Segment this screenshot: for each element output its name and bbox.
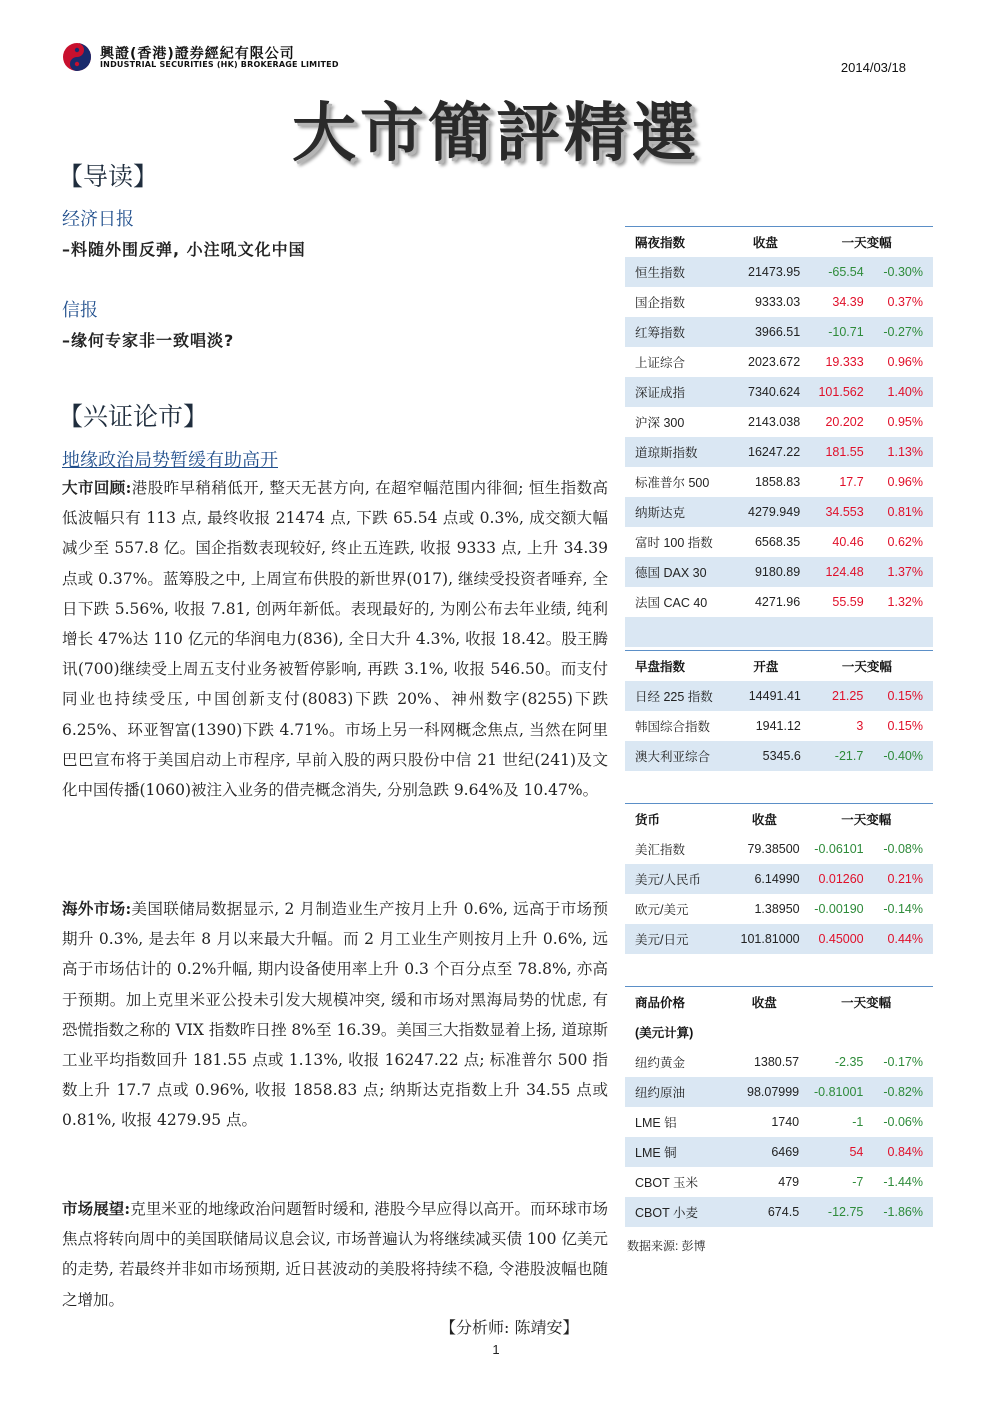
row-change-cell: -65.54 [800,257,864,287]
table-spacer-row [625,617,933,647]
header-cell: 隔夜指数 [625,227,731,258]
row-value-cell: 2143.038 [748,415,801,429]
table-header [625,227,933,258]
row-value-cell: 1740 [771,1115,800,1129]
row-name-cell: 美元/人民币 [625,864,729,894]
row-value-cell: 14491.41 [731,681,801,711]
paragraph-overseas-market [62,894,608,1136]
row-percent-cell: -0.08% [883,842,923,856]
table-row [625,497,933,527]
row-name-cell: 沪深 300 [635,416,685,430]
table-header [625,804,933,835]
row-value-cell: 9333.03 [754,295,801,309]
header-cell: 一天变幅 [801,651,933,682]
row-change-cell: 124.48 [800,557,864,587]
row-name-cell: 道琼斯指数 [625,437,731,467]
row-percent-cell: 0.37% [887,295,923,309]
paragraph-outlook [62,1194,608,1315]
row-percent-cell: -0.17% [883,1055,923,1069]
page-title: 大市簡評精選 [292,97,700,171]
row-percent-cell: 0.84% [863,1137,933,1167]
table-header [625,651,933,682]
header-cell: 一天变幅 [800,227,933,258]
table-row [625,317,933,347]
row-change-cell: 20.202 [825,415,864,429]
row-value-cell: 674.5 [729,1197,799,1227]
row-percent-cell: 0.15% [887,719,923,733]
paragraph-market-review [62,473,608,805]
paragraph-text: 美国联储局数据显示, 2 月制造业生产按月上升 0.6%, 远高于市场预期升 0.3%, 是去年 8 月以来最大升幅。而 2 月工业生产则按月上升 0.6%, 远高于市场估计的 0.2%升幅, 期内设备使用率上升 0.3 个百分点至 78.8%, 亦高于预期。加上克里米亚公投未引发大规模冲突, 缓和市场对黑海局势的忧虑, 有恐慌指数之称的 VIX 指数昨日挫 8%至 16.39。美国三大指数显着上扬, 道琼斯工业平均指数回升 181.55 点或 1.13%, 收报 16247.22 点; 标准普尔 500 指数上升 17.7 点或 0.96%, 收报 1858.83 点; 纳斯达克指数上升 34.55 点或 0.81%, 收报 4279.95 点。 [62,900,608,1130]
guide-source-2: 信报 [62,300,98,321]
row-value-cell: 2023.672 [748,355,801,369]
row-percent-cell: 0.81% [864,497,933,527]
row-percent-cell: -0.27% [864,317,933,347]
row-name-cell: 上证综合 [635,356,686,370]
row-name-cell: 德国 DAX 30 [625,557,731,587]
row-value-cell: 16247.22 [731,437,801,467]
row-change-cell: 0.01260 [800,864,864,894]
row-percent-cell: 0.21% [864,864,933,894]
header-cell: 一天变幅 [800,804,933,835]
overnight-index-table [625,226,933,647]
row-change-cell: 21.25 [801,681,863,711]
row-change-cell: 34.39 [832,295,864,309]
analyst-name: 【分析师: 陈靖安】 [440,1318,579,1337]
header-cell: (美元计算) [635,1026,694,1040]
header-cell: 早盘指数 [625,651,731,682]
row-percent-cell: 1.40% [864,377,933,407]
table-row [625,527,933,557]
row-percent-cell: -1.44% [883,1175,923,1189]
paragraph-label: 市场展望: [62,1199,131,1218]
company-name-en: INDUSTRIAL SECURITIES (HK) BROKERAGE LIMITED [100,60,339,69]
row-value-cell: 79.38500 [747,842,800,856]
row-change-cell: 3 [856,719,864,733]
header-cell: 货币 [625,804,729,835]
row-value-cell: 7340.624 [731,377,801,407]
row-percent-cell: -0.14% [883,902,923,916]
commodity-table [625,986,933,1227]
table-row [625,1107,933,1137]
row-value-cell: 9180.89 [731,557,801,587]
table-row [625,347,933,377]
table-row [625,1137,933,1167]
row-name-cell: LME 铝 [635,1116,677,1130]
row-change-cell: 40.46 [832,535,864,549]
row-percent-cell: -0.30% [864,257,933,287]
table-row [625,557,933,587]
table-row [625,1047,933,1077]
row-name-cell: 韩国综合指数 [635,720,711,734]
row-change-cell: -7 [852,1175,864,1189]
row-change-cell: 34.553 [800,497,864,527]
table-row [625,1197,933,1227]
table-row [625,711,933,741]
row-change-cell: -1 [852,1115,864,1129]
commentary-heading: 【兴证论市】 [58,402,209,431]
row-value-cell: 101.81000 [729,924,799,954]
row-percent-cell: 0.44% [864,924,933,954]
row-change-cell: 17.7 [839,475,864,489]
report-date: 2014/03/18 [840,60,906,75]
guide-source-1: 经济日报 [62,209,134,230]
row-value-cell: 3966.51 [731,317,801,347]
row-value-cell: 5345.6 [731,741,801,771]
row-value-cell: 6469 [729,1137,799,1167]
row-name-cell: 恒生指数 [625,257,731,287]
table-row [625,741,933,771]
row-percent-cell: 0.96% [887,355,923,369]
row-change-cell: -0.81001 [799,1077,863,1107]
row-name-cell: 美元/日元 [625,924,729,954]
article-title: 地缘政治局势暂缓有助高开 [62,450,278,471]
header-cell: 收盘 [729,804,799,835]
header-cell: 收盘 [729,987,799,1018]
row-change-cell: -0.00190 [814,902,864,916]
row-percent-cell: -0.06% [883,1115,923,1129]
company-name-cn: 興證(香港)證券經紀有限公司 [100,46,295,62]
row-change-cell: 0.45000 [800,924,864,954]
row-percent-cell: -0.40% [863,741,933,771]
table-row [625,864,933,894]
table-row [625,587,933,617]
row-name-cell: 欧元/美元 [635,903,689,917]
table-row [625,834,933,864]
row-change-cell: -2.35 [834,1055,864,1069]
row-name-cell: 美汇指数 [635,843,686,857]
row-value-cell: 21473.95 [731,257,801,287]
row-value-cell: 1380.57 [753,1055,800,1069]
row-value-cell: 1858.83 [754,475,801,489]
row-percent-cell: -0.82% [863,1077,933,1107]
currency-table [625,803,933,954]
row-change-cell: -0.06101 [814,842,864,856]
paragraph-text: 港股昨早稍稍低开, 整天无甚方向, 在超窄幅范围内徘徊; 恒生指数高低波幅只有 113 点, 最终收报 21474 点, 下跌 65.54 点或 0.3%, 成交额大幅减少至 557.8 亿。国企指数表现较好, 终止五连跌, 收报 9333 点, 上升 34.39 点或 0.37%。蓝筹股之中, 上周宣布供股的新世界(017), 继续受投资者唾弃, 全日下跌 5.56%, 收报 7.81, 创两年新低。表现最好的, 为刚公布去年业绩, 纯利增长 47%达 110 亿元的华润电力(836), 全日大升 4.3%, 收报 18.42。股王腾讯(700)继续受上周五支付业务被暂停影响, 再跌 3.1%, 收报 546.50。而支付同业也持续受压, 中国创新支付(8083)下跌 20%、神州数字(8255)下跌 6.25%、环亚智富(1390)下跌 4.71%。市场上另一科网概念焦点, 当然在阿里巴巴宣布将于美国启动上市程序, 早前入股的两只股份中信 21 世纪(241)及文化中国传播(1060)被注入业务的借壳概念消失, 分别急跌 9.64%及 10.47%。 [62,479,608,800]
row-value-cell: 4279.949 [731,497,801,527]
row-change-cell: -10.71 [800,317,864,347]
row-name-cell: 纽约原油 [625,1077,729,1107]
table-row [625,467,933,497]
table-row [625,1167,933,1197]
data-source-note: 数据来源: 彭博 [627,1239,706,1253]
paragraph-label: 大市回顾: [62,478,132,497]
table-subheader [625,1017,933,1047]
table-row [625,1077,933,1107]
table-row [625,287,933,317]
row-name-cell: 深证成指 [625,377,731,407]
row-change-cell: 55.59 [832,595,864,609]
row-value-cell: 479 [778,1175,800,1189]
guide-headline-2: –缘何专家非一致唱淡? [62,331,235,350]
row-name-cell: 红筹指数 [625,317,731,347]
company-logo-icon [62,42,92,72]
row-name-cell: 日经 225 指数 [625,681,731,711]
row-percent-cell: 1.32% [887,595,923,609]
guide-headline-1: –料随外围反弹, 小注吼文化中国 [62,240,306,259]
row-name-cell: CBOT 玉米 [635,1176,698,1190]
table-row [625,681,933,711]
row-name-cell: 纳斯达克 [625,497,731,527]
row-value-cell: 4271.96 [754,595,801,609]
row-name-cell: 澳大利亚综合 [625,741,731,771]
row-change-cell: 54 [799,1137,863,1167]
table-row [625,894,933,924]
header-cell: 一天变幅 [799,987,933,1018]
row-percent-cell: -1.86% [863,1197,933,1227]
header-cell: 收盘 [731,227,801,258]
table-row [625,924,933,954]
row-name-cell: 纽约黄金 [635,1056,686,1070]
row-value-cell: 1.38950 [754,902,800,916]
table-row [625,407,933,437]
row-percent-cell: 0.95% [887,415,923,429]
table-row [625,257,933,287]
row-percent-cell: 1.37% [864,557,933,587]
paragraph-text: 克里米亚的地缘政治问题暂时缓和, 港股今早应得以高开。而环球市场焦点将转向周中的美国联储局议息会议, 市场普遍认为将继续减买债 100 亿美元的走势, 若最终并非如市场预期, 近日甚波动的美股将持续不稳, 令港股波幅也随之增加。 [62,1200,608,1309]
row-change-cell: -21.7 [801,741,863,771]
row-value-cell: 6568.35 [754,535,801,549]
guide-heading: 【导读】 [58,162,159,191]
table-row [625,377,933,407]
row-percent-cell: 1.13% [864,437,933,467]
row-value-cell: 98.07999 [729,1077,799,1107]
row-change-cell: 101.562 [800,377,864,407]
row-percent-cell: 0.62% [887,535,923,549]
row-name-cell: 国企指数 [635,296,686,310]
row-name-cell: 富时 100 指数 [635,536,713,550]
header-cell: 商品价格 [625,987,729,1018]
page-number: 1 [492,1342,500,1357]
row-name-cell: 标准普尔 500 [635,476,710,490]
row-change-cell: 19.333 [825,355,864,369]
row-value-cell: 1941.12 [755,719,801,733]
row-percent-cell: 0.15% [863,681,933,711]
row-name-cell: 法国 CAC 40 [635,596,708,610]
row-percent-cell: 0.96% [887,475,923,489]
row-name-cell: CBOT 小麦 [625,1197,729,1227]
row-value-cell: 6.14990 [729,864,799,894]
table-row [625,437,933,467]
table-header [625,987,933,1018]
row-change-cell: -12.75 [799,1197,863,1227]
paragraph-label: 海外市场: [62,899,132,918]
row-name-cell: LME 铜 [625,1137,729,1167]
morning-index-table [625,650,933,771]
header-cell: 开盘 [731,651,801,682]
row-change-cell: 181.55 [800,437,864,467]
